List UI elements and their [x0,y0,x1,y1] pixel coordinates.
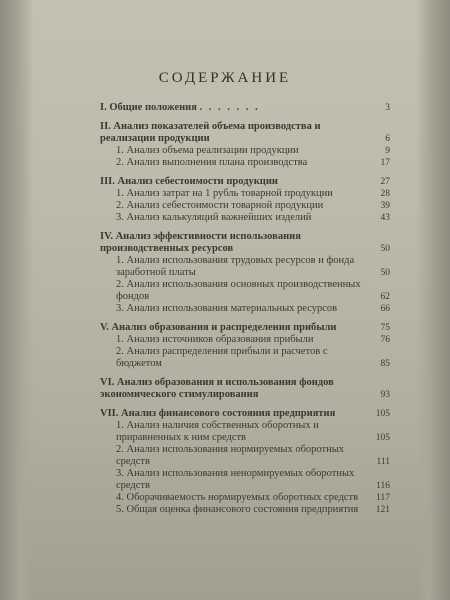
toc-entry-text: 1. Анализ источников образования прибыли [116,334,314,345]
table-of-contents [100,98,392,516]
toc-page-number: 17 [380,158,390,168]
toc-entry-text: V. Анализ образования и распределения прибыли [100,322,337,333]
toc-entry-text: III. Анализ себестоимости продукции [100,176,278,187]
page-shadow-right [416,0,450,600]
toc-subsection [100,444,392,468]
toc-entry-text: 2. Анализ себестоимости товарной продукции [116,200,324,211]
toc-page-number: 50 [380,244,390,254]
toc-entry-text: I. Общие положения [100,102,197,113]
toc-subsection [100,492,392,504]
toc-page-number: 76 [380,335,390,345]
toc-subsection [100,303,392,315]
toc-entry-text: 4. Оборачиваемость нормируемых оборотных средств [116,492,359,503]
toc-page-number: 121 [375,505,390,515]
toc-section: I. Общие положения . . . . . . . 3 [100,102,390,113]
toc-subsection [100,145,392,157]
toc-page-number: 9 [385,146,390,156]
toc-section [100,408,392,420]
toc-subsection [100,212,392,224]
toc-subsection [100,255,392,279]
toc-subsection [100,334,392,346]
toc-section [100,377,392,401]
toc-entry-text: 1. Анализ затрат на 1 рубль товарной продукции [116,188,333,199]
toc-subsection [100,346,392,370]
toc-entry-text: 2. Анализ использования нормируемых оборотных средств [116,444,345,467]
toc-entry-text: 1. Анализ использования трудовых ресурсов и фонда заработной платы [116,255,355,278]
toc-page-number: 39 [380,201,390,211]
toc-entry-text: 2. Анализ распределения прибыли и расчетов с бюджетом [116,346,328,369]
toc-page-number: 75 [380,323,390,333]
toc-entry-text: II. Анализ показателей объема производства и реализации продукции [100,121,321,144]
toc-page-number: 105 [375,433,390,443]
toc-page-number: 105 [375,409,390,419]
toc-section [100,231,392,255]
toc-entry-text: 1. Анализ объема реализации продукции [116,145,299,156]
toc-entry-text: 3. Анализ использования ненормируемых оборотных средств [116,468,355,491]
toc-subsection [100,279,392,303]
toc-subsection [100,420,392,444]
toc-page-number: 62 [380,292,390,302]
toc-page-number: 93 [380,390,390,400]
toc-page-number: 28 [380,189,390,199]
toc-section [100,121,392,145]
toc-section [100,322,392,334]
toc-section [100,176,392,188]
toc-subsection [100,188,392,200]
toc-page-number: 66 [380,304,390,314]
toc-entry-text: 5. Общая оценка финансового состояния предприятия [116,504,359,515]
toc-entry-text: 2. Анализ использования основных производственных фондов [116,279,361,302]
toc-page-number: 43 [380,213,390,223]
toc-subsection [100,157,392,169]
toc-page-number: 111 [376,457,390,467]
page-title: СОДЕРЖАНИЕ [158,70,292,86]
toc-subsection [100,468,392,492]
toc-entry-text: IV. Анализ эффективности использования производственных ресурсов [100,231,301,254]
toc-subsection [100,200,392,212]
toc-page-number: 27 [380,177,390,187]
toc-page-number: 116 [376,481,390,491]
toc-page-number: 50 [380,268,390,278]
toc-entry-text: 1. Анализ наличия собственных оборотных и приравненных к ним средств [116,420,319,443]
page-shadow-left [0,0,34,600]
toc-page-number: 85 [380,359,390,369]
toc-page-number: 3 [385,103,390,113]
toc-page-number: 117 [376,493,390,503]
toc-entry-text: 2. Анализ выполнения плана производства [116,157,308,168]
toc-entry-text: VI. Анализ образования и использования фондов экономического стимулирования [100,377,334,400]
toc-entry-text: VII. Анализ финансового состояния предприятия [100,408,336,419]
toc-subsection [100,504,392,516]
toc-entry-text: 3. Анализ использования материальных ресурсов [116,303,338,314]
toc-entry-text: 3. Анализ калькуляций важнейших изделий [116,212,312,223]
toc-page-number: 6 [385,134,390,144]
